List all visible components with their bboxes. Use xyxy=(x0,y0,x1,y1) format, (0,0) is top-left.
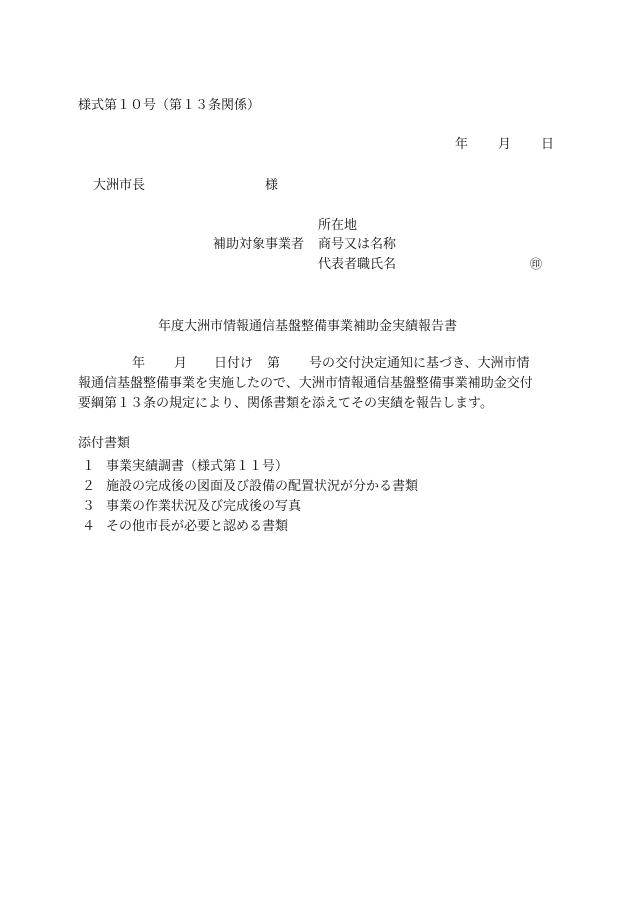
form-number: 様式第１０号（第１３条関係） xyxy=(78,98,261,113)
body-number-prefix: 第 xyxy=(267,356,281,371)
date-day: 日 xyxy=(541,137,555,152)
attachment-text: 事業の作業状況及び完成後の写真 xyxy=(106,499,302,514)
attachment-number: ４ xyxy=(82,519,96,534)
attachment-text: 施設の完成後の図面及び設備の配置状況が分かる書類 xyxy=(106,479,419,494)
attachment-text: 事業実績調書（様式第１１号） xyxy=(106,459,289,474)
date-year: 年 xyxy=(455,137,469,152)
attachments-heading: 添付書類 xyxy=(78,436,131,451)
seal-mark: ㊞ xyxy=(530,257,543,271)
body-year: 年 xyxy=(132,356,146,371)
body-day: 日付け xyxy=(214,356,254,371)
body-line-1-rest: 号の交付決定通知に基づき、大洲市情 xyxy=(309,356,530,371)
attachment-number: １ xyxy=(82,459,96,474)
representative-label: 代表者職氏名 xyxy=(318,257,397,272)
address-label: 所在地 xyxy=(318,218,358,233)
name-label: 商号又は名称 xyxy=(318,237,397,252)
body-line-2: 報通信基盤整備事業を実施したので、大洲市情報通信基盤整備事業補助金交付 xyxy=(78,376,533,391)
applicant-role: 補助対象事業者 xyxy=(213,237,305,252)
attachment-number: ２ xyxy=(82,479,96,494)
document-title: 年度大洲市情報通信基盤整備事業補助金実績報告書 xyxy=(158,319,458,334)
body-line-3: 要綱第１３条の規定により、関係書類を添えてその実績を報告します。 xyxy=(78,396,493,411)
attachment-number: ３ xyxy=(82,499,96,514)
attachment-text: その他市長が必要と認める書類 xyxy=(106,519,289,534)
body-month: 月 xyxy=(174,356,188,371)
addressee-honorific: 様 xyxy=(265,178,279,193)
date-month: 月 xyxy=(498,137,512,152)
addressee-mayor: 大洲市長 xyxy=(93,178,146,193)
